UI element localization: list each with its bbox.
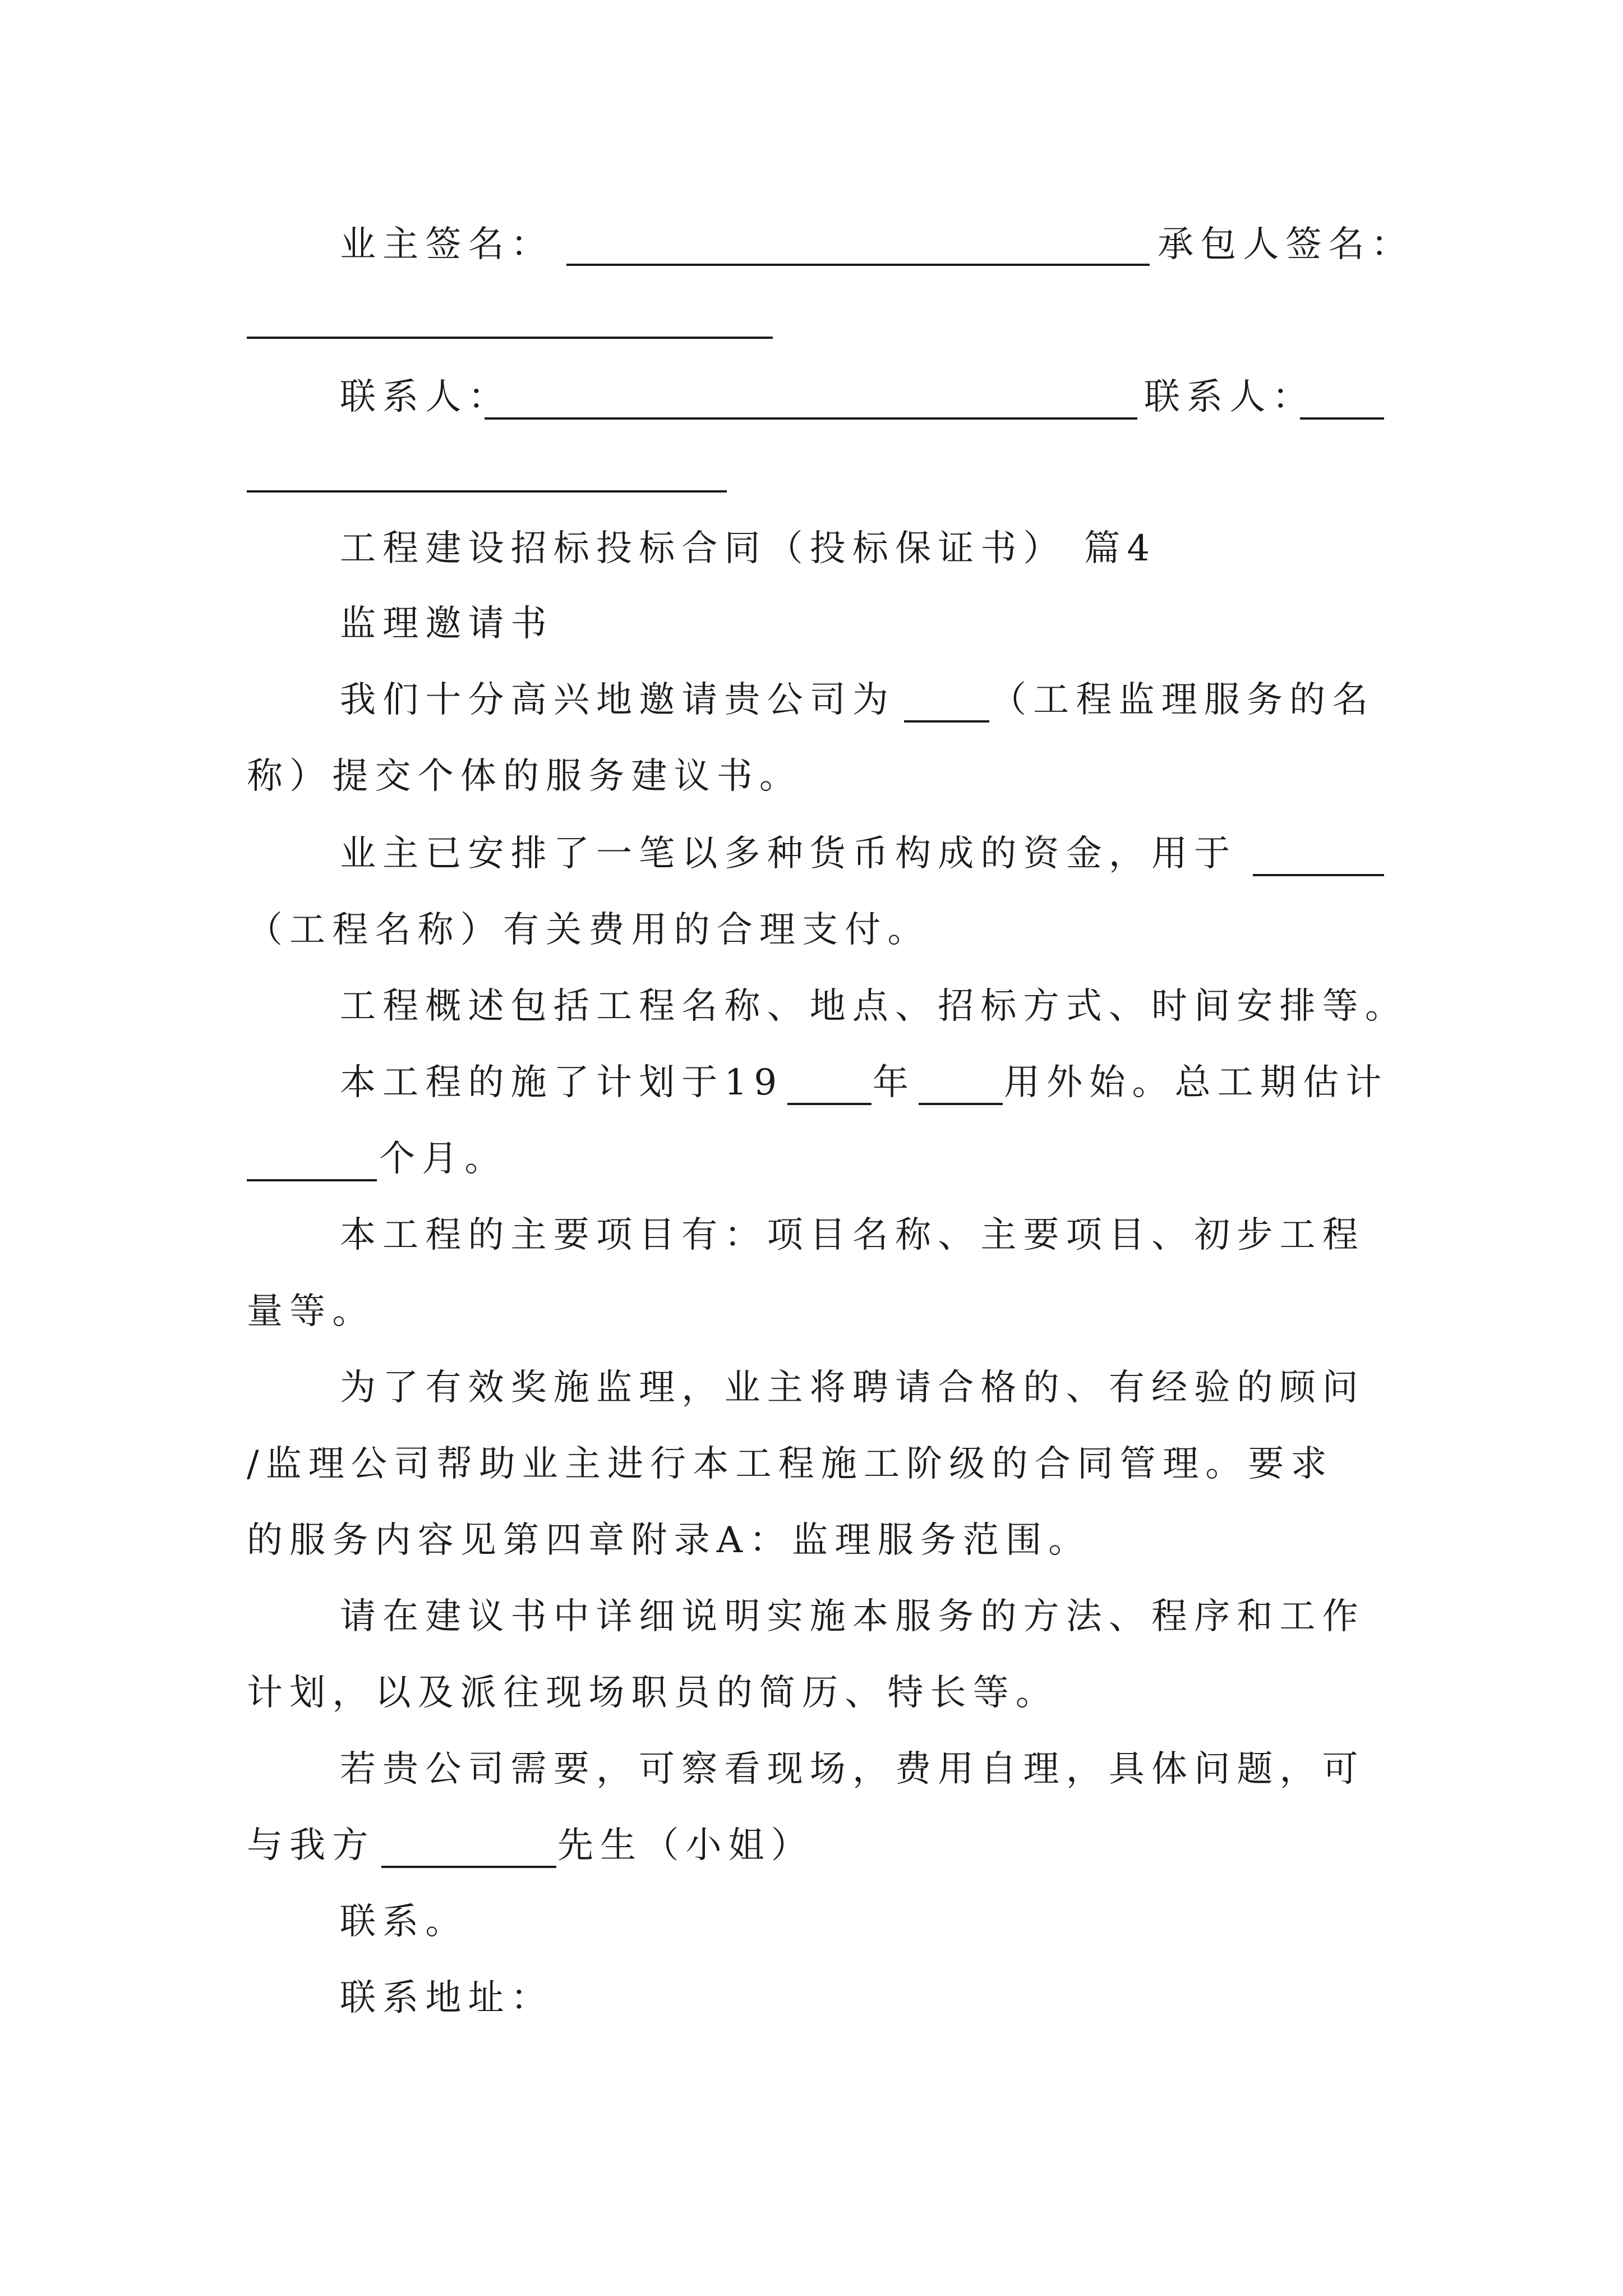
p1-service-name-blank[interactable]: [904, 720, 989, 723]
p4-text-a: 本工程的施了计划于19: [340, 1062, 784, 1103]
owner-signature-label: 业主签名：: [340, 224, 554, 265]
p6-text-c: 的服务内容见第四章附录A：监理服务范围。: [247, 1520, 1091, 1561]
contractor-contact-line-a[interactable]: [1300, 417, 1384, 420]
contractor-signature-label: 承包人签名：: [1158, 224, 1414, 265]
owner-contact-label: 联系人：: [340, 376, 511, 418]
p5-text-b: 量等。: [247, 1291, 375, 1332]
p7-text-a: 请在建议书中详细说明实施本服务的方法、程序和工作: [340, 1596, 1365, 1637]
p6-text-a: 为了有效奖施监理，业主将聘请合格的、有经验的顾问: [340, 1367, 1365, 1409]
p4-month-blank[interactable]: [919, 1103, 1003, 1105]
p1-text-b: （工程监理服务的名: [990, 679, 1375, 721]
contractor-contact-label: 联系人：: [1144, 376, 1315, 418]
contractor-signature-line[interactable]: [247, 337, 773, 339]
p4-text-b: 年: [873, 1062, 916, 1103]
p8-text-b: 与我方: [247, 1825, 375, 1866]
p9-text: 联系。: [340, 1901, 468, 1943]
p8-contact-name-blank[interactable]: [381, 1866, 556, 1868]
p4-text-d: 个月。: [379, 1138, 508, 1180]
p6-text-b: /监理公司帮助业主进行本工程施工阶级的合同管理。要求: [247, 1443, 1334, 1485]
p1-text-c: 称）提交个体的服务建议书。: [247, 756, 803, 797]
p2-project-name-blank[interactable]: [1253, 874, 1384, 876]
p7-text-b: 计划，以及派往现场职员的简历、特长等。: [247, 1672, 1059, 1714]
p2-text-a: 业主已安排了一笔以多种货币构成的资金，用于: [340, 833, 1237, 875]
p4-duration-blank[interactable]: [247, 1179, 377, 1181]
letter-title: 监理邀请书: [340, 603, 554, 645]
p8-text-a: 若贵公司需要，可察看现场，费用自理，具体问题，可: [340, 1749, 1365, 1790]
p4-year-blank[interactable]: [787, 1103, 872, 1105]
p3-text: 工程概述包括工程名称、地点、招标方式、时间安排等。: [340, 986, 1408, 1027]
p8-text-c: 先生（小姐）: [557, 1825, 814, 1866]
section-heading: 工程建设招标投标合同（投标保证书） 篇4: [340, 528, 1157, 569]
contractor-contact-line-b[interactable]: [247, 490, 727, 493]
p2-text-b: （工程名称）有关费用的合理支付。: [247, 909, 930, 951]
owner-signature-line[interactable]: [566, 264, 1150, 266]
p4-text-c: 用外始。总工期估计: [1004, 1062, 1389, 1103]
address-label: 联系地址：: [340, 1977, 554, 2019]
p1-text-a: 我们十分高兴地邀请贵公司为: [340, 679, 896, 721]
p5-text-a: 本工程的主要项目有：项目名称、主要项目、初步工程: [340, 1214, 1365, 1256]
owner-contact-line[interactable]: [485, 417, 1137, 420]
